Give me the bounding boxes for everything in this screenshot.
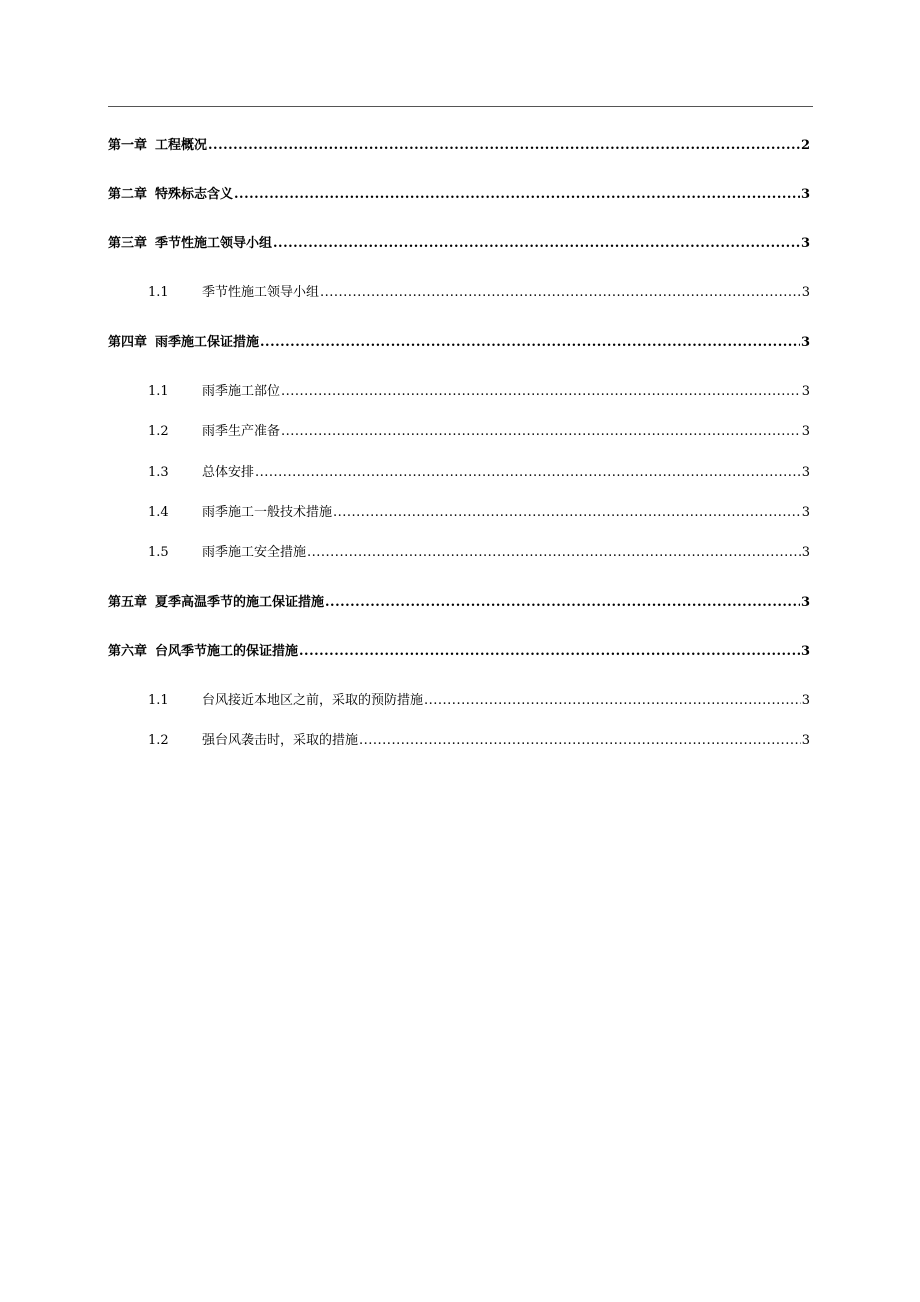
toc-dot-leader: [255, 463, 801, 483]
toc-entry-section-4-1[interactable]: [148, 382, 810, 402]
toc-chapter-number: 第四章: [108, 335, 148, 350]
toc-page-number: 3: [800, 187, 810, 202]
toc-entry-section-6-1[interactable]: [148, 691, 810, 711]
toc-page-number: 2: [800, 138, 810, 153]
toc-entry-title: 雨季施工一般技术措施: [202, 505, 333, 520]
toc-dot-leader: [208, 136, 800, 156]
toc-dot-leader: [260, 333, 800, 353]
toc-page-number: 3: [800, 236, 810, 251]
toc-chapter-number: 第六章: [108, 644, 148, 659]
toc-section-number: 1.1: [148, 384, 169, 399]
toc-page-number: 3: [801, 424, 810, 439]
toc-entry-chapter-3[interactable]: [108, 234, 810, 254]
toc-page-number: 3: [801, 693, 810, 708]
toc-page-number: 3: [801, 733, 810, 748]
toc-page-number: 3: [801, 384, 810, 399]
header-rule: [108, 106, 813, 107]
toc-entry-chapter-4[interactable]: [108, 333, 810, 353]
toc-dot-leader: [281, 422, 801, 442]
toc-entry-title: 总体安排: [202, 465, 255, 480]
toc-section-number: 1.4: [148, 505, 169, 520]
toc-dot-leader: [281, 382, 801, 402]
toc-dot-leader: [307, 543, 801, 563]
toc-entry-title: 雨季施工部位: [202, 384, 281, 399]
toc-entry-title: 强台风袭击时，采取的措施: [202, 733, 359, 748]
toc-chapter-number: 第三章: [108, 236, 148, 251]
toc-section-number: 1.1: [148, 693, 169, 708]
toc-entry-title: 夏季高温季节的施工保证措施: [155, 595, 325, 610]
toc-page-number: 3: [801, 545, 810, 560]
toc-chapter-number: 第二章: [108, 187, 148, 202]
toc-dot-leader: [333, 503, 801, 523]
toc-entry-title: 雨季施工安全措施: [202, 545, 307, 560]
toc-section-number: 1.5: [148, 545, 169, 560]
toc-section-number: 1.1: [148, 285, 169, 300]
toc-entry-section-4-3[interactable]: [148, 463, 810, 483]
toc-page-number: 3: [800, 335, 810, 350]
toc-section-number: 1.2: [148, 733, 169, 748]
toc-dot-leader: [234, 185, 800, 205]
toc-entry-title: 特殊标志含义: [155, 187, 234, 202]
toc-entry-section-4-2[interactable]: [148, 422, 810, 442]
toc-entry-title: 季节性施工领导小组: [202, 285, 320, 300]
toc-entry-chapter-1[interactable]: [108, 136, 810, 156]
toc-section-number: 1.3: [148, 465, 169, 480]
toc-entry-title: 季节性施工领导小组: [155, 236, 273, 251]
toc-entry-section-3-1[interactable]: [148, 283, 810, 303]
toc-page-number: 3: [801, 465, 810, 480]
toc-dot-leader: [325, 593, 800, 613]
toc-entry-title: 台风季节施工的保证措施: [155, 644, 299, 659]
toc-dot-leader: [424, 691, 801, 711]
toc-entry-section-4-4[interactable]: [148, 503, 810, 523]
toc-chapter-number: 第五章: [108, 595, 148, 610]
toc-entry-chapter-5[interactable]: [108, 593, 810, 613]
toc-entry-section-6-2[interactable]: [148, 731, 810, 751]
toc-page-number: 3: [800, 595, 810, 610]
toc-entry-title: 台风接近本地区之前，采取的预防措施: [202, 693, 424, 708]
toc-entry-title: 工程概况: [155, 138, 208, 153]
toc-entry-section-4-5[interactable]: [148, 543, 810, 563]
toc-dot-leader: [299, 642, 800, 662]
toc-page-number: 3: [801, 285, 810, 300]
toc-entry-title: 雨季生产准备: [202, 424, 281, 439]
toc-entry-chapter-2[interactable]: [108, 185, 810, 205]
toc-entry-chapter-6[interactable]: [108, 642, 810, 662]
toc-page-number: 3: [800, 644, 810, 659]
toc-page-number: 3: [801, 505, 810, 520]
toc-dot-leader: [273, 234, 800, 254]
toc-dot-leader: [320, 283, 801, 303]
toc-section-number: 1.2: [148, 424, 169, 439]
toc-chapter-number: 第一章: [108, 138, 148, 153]
toc-entry-title: 雨季施工保证措施: [155, 335, 260, 350]
toc-dot-leader: [359, 731, 801, 751]
